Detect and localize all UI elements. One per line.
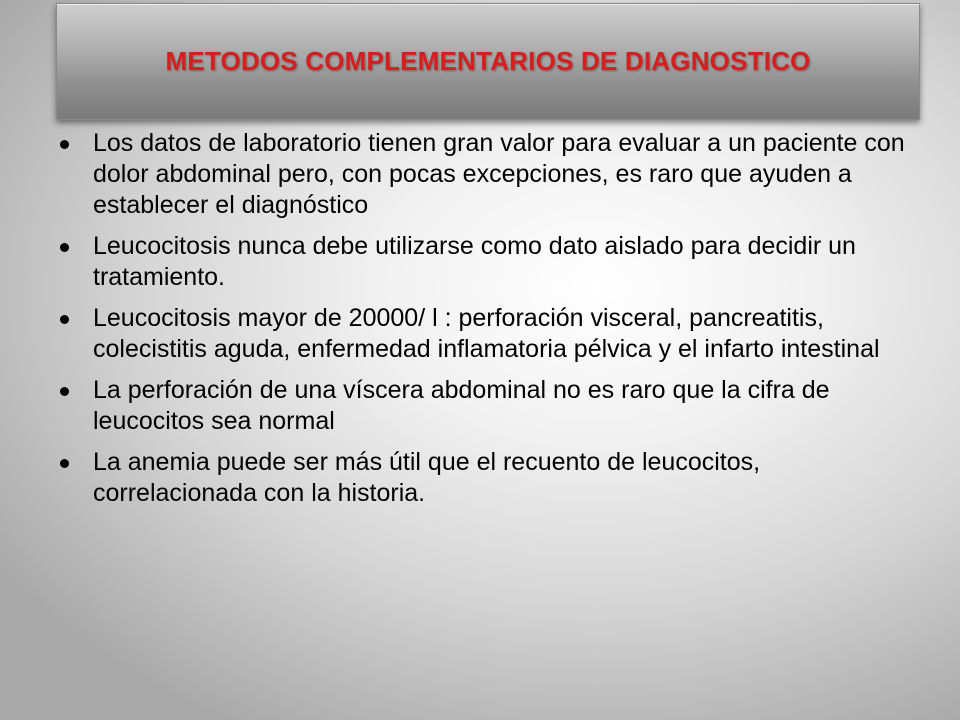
bullet-text: Leucocitosis mayor de 20000/ l : perforación visceral, pancreatitis, colecistitis aguda, enfermedad inflamatoria pélvica y el infarto intestinal bbox=[93, 304, 880, 363]
bullet-list bbox=[56, 128, 906, 519]
bullet-dot-icon bbox=[60, 243, 69, 252]
bullet-text: La anemia puede ser más útil que el recuento de leucocitos, correlacionada con la historia. bbox=[93, 448, 761, 507]
bullet-text: La perforación de una víscera abdominal no es raro que la cifra de leucocitos sea normal bbox=[93, 376, 830, 435]
bullet-dot-icon bbox=[60, 459, 69, 468]
title-bar bbox=[56, 3, 920, 120]
bullet-text: Leucocitosis nunca debe utilizarse como dato aislado para decidir un tratamiento. bbox=[93, 232, 856, 291]
bullet-text: Los datos de laboratorio tienen gran valor para evaluar a un paciente con dolor abdominal pero, con pocas excepciones, es raro que ayuden a establecer el diagnóstico bbox=[93, 129, 905, 219]
bullet-dot-icon bbox=[60, 315, 69, 324]
bullet-item bbox=[56, 375, 906, 437]
slide-title: METODOS COMPLEMENTARIOS DE DIAGNOSTICO bbox=[165, 46, 811, 76]
bullet-dot-icon bbox=[60, 387, 69, 396]
bullet-item bbox=[56, 447, 906, 509]
bullet-dot-icon bbox=[60, 140, 69, 149]
bullet-item bbox=[56, 231, 906, 293]
bullet-item bbox=[56, 128, 906, 221]
bullet-item bbox=[56, 303, 906, 365]
